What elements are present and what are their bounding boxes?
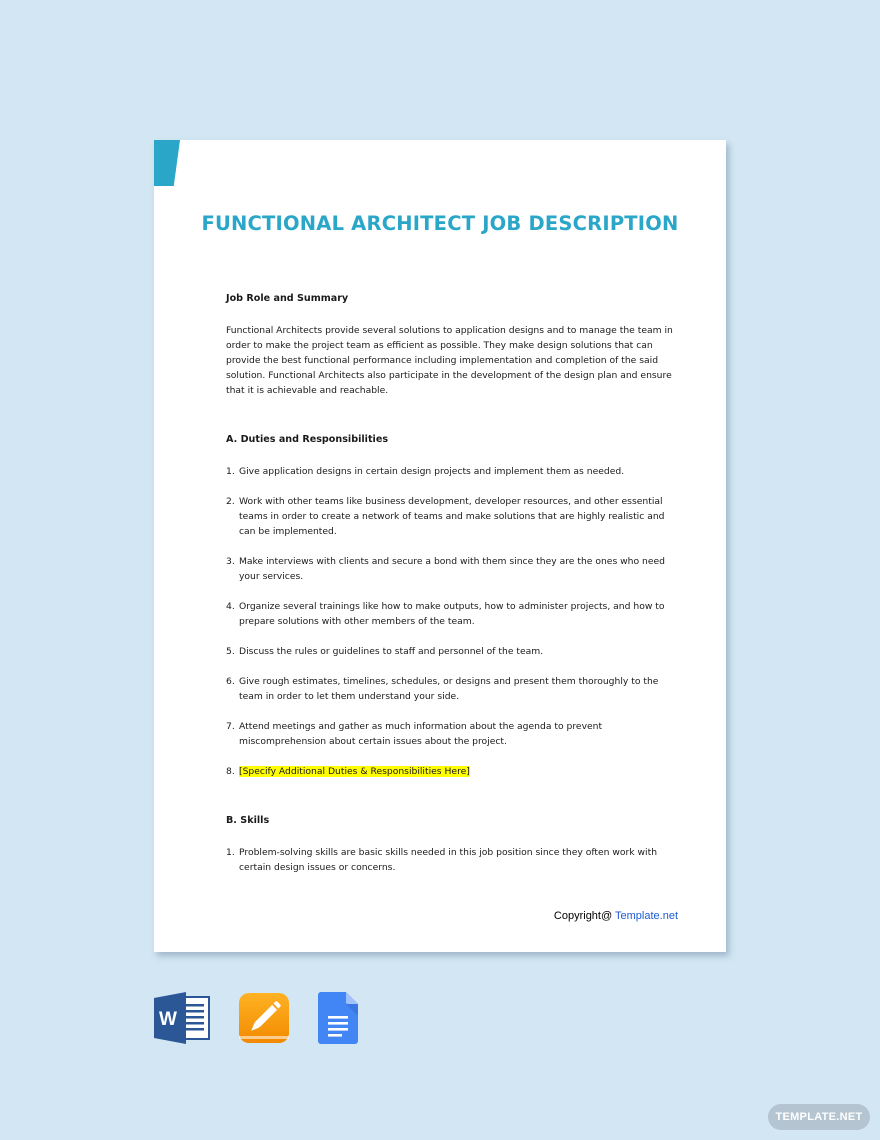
document-page (154, 140, 726, 952)
list-item-text: Problem-solving skills are basic skills needed in this job position since they often work with certain design issues or concerns. (239, 847, 658, 873)
copyright-site-link[interactable]: Template.net (615, 910, 678, 922)
list-item (226, 494, 682, 539)
word-icon-letter: W (159, 1009, 177, 1030)
list-item-number: 2. (226, 496, 235, 507)
document-title: FUNCTIONAL ARCHITECT JOB DESCRIPTION (201, 212, 679, 235)
list-item (226, 599, 682, 629)
list-item (226, 674, 682, 704)
copyright-label: Copyright@ (553, 910, 613, 922)
skills-list (226, 845, 682, 875)
list-item-text: Discuss the rules or guidelines to staff and personnel of the team. (239, 646, 544, 657)
document-body (226, 291, 682, 875)
list-item-number: 1. (226, 466, 235, 477)
list-item (226, 554, 682, 584)
word-icon[interactable] (154, 992, 210, 1044)
list-item-number: 5. (226, 646, 235, 657)
list-item (226, 764, 682, 779)
corner-accent-tab (154, 140, 180, 186)
skills-heading: B. Skills (226, 815, 270, 826)
list-item (226, 464, 682, 479)
list-item-text: Give rough estimates, timelines, schedules, or designs and present them thoroughly to the team in order to let them understand your side. (239, 676, 659, 702)
copyright-line (554, 910, 678, 922)
list-item-number: 8. (226, 766, 235, 777)
list-item-text: Give application designs in certain design projects and implement them as needed. (239, 466, 625, 477)
placeholder-highlight-text: [Specify Additional Duties & Responsibilities Here] (239, 766, 470, 777)
list-item-text: Organize several trainings like how to make outputs, how to administer projects, and how to prepare solutions with other members of the team. (239, 601, 665, 627)
list-item-number: 1. (226, 847, 235, 858)
list-item-text: Make interviews with clients and secure a bond with them since they are the ones who need your services. (239, 556, 665, 582)
duties-list (226, 464, 682, 779)
list-item (226, 845, 682, 875)
list-item-number: 3. (226, 556, 235, 567)
list-item-number: 6. (226, 676, 235, 687)
summary-heading: Job Role and Summary (226, 293, 349, 304)
template-net-badge[interactable]: TEMPLATE.NET (768, 1104, 870, 1130)
pages-icon[interactable] (238, 992, 290, 1044)
google-docs-icon[interactable] (318, 992, 360, 1044)
list-item (226, 719, 682, 749)
list-item-text: Work with other teams like business development, developer resources, and other essential teams in order to create a network of teams and make solutions that are highly realistic and can be implemented. (239, 496, 665, 537)
list-item-text: Attend meetings and gather as much information about the agenda to prevent miscomprehension about certain issues about the project. (239, 721, 603, 747)
list-item-number: 7. (226, 721, 235, 732)
summary-paragraph: Functional Architects provide several solutions to application designs and to manage the team in order to make the project team as efficient as possible. They make design solutions that can provide the best functional performance including implementation and completion of the said solution. Functional Architects also participate in the development of the design plan and ensure that it is achievable and reachable. (226, 325, 673, 396)
list-item-number: 4. (226, 601, 235, 612)
list-item (226, 644, 682, 659)
duties-heading: A. Duties and Responsibilities (226, 434, 389, 445)
